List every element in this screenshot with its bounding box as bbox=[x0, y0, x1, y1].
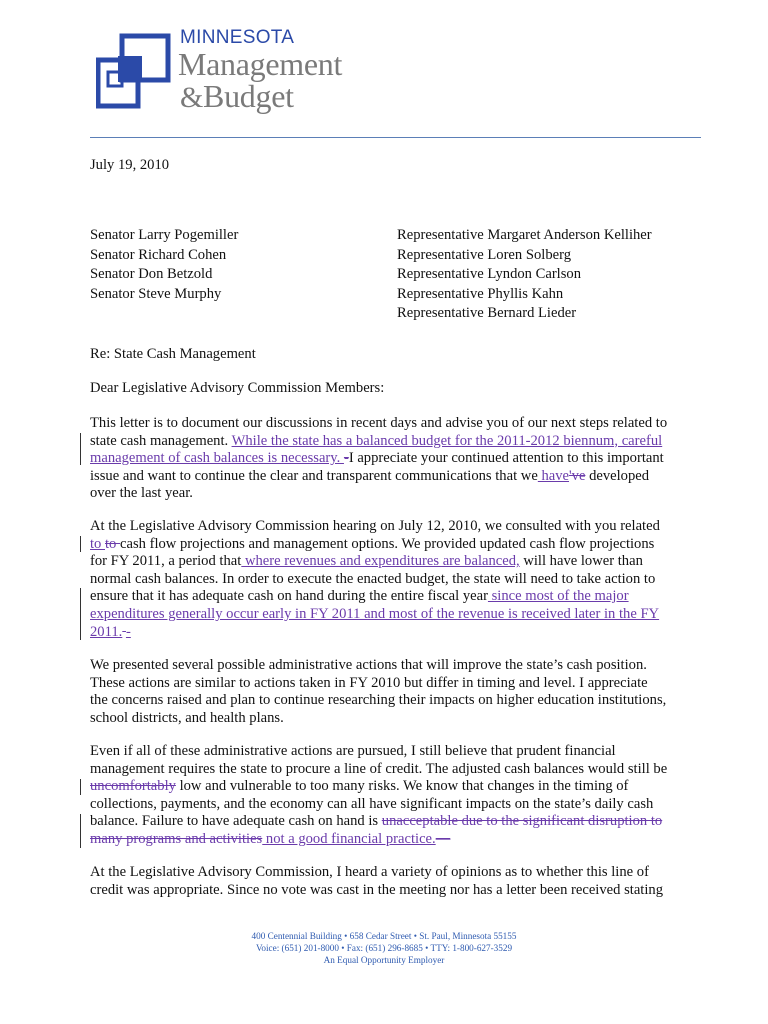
logo-org-line1: MINNESOTA bbox=[180, 27, 295, 48]
tracked-insertion: not a good financial practice. bbox=[262, 830, 436, 847]
footer-eoe: An Equal Opportunity Employer bbox=[323, 955, 445, 965]
recipient: Representative Lyndon Carlson bbox=[397, 266, 582, 283]
recipient: Representative Bernard Lieder bbox=[397, 305, 577, 322]
revision-bar bbox=[80, 779, 81, 795]
recipient: Senator Richard Cohen bbox=[90, 246, 227, 263]
tracked-insertion: since most of the major bbox=[487, 588, 629, 605]
revision-bar bbox=[80, 814, 81, 848]
recipient: Representative Loren Solberg bbox=[397, 246, 571, 263]
revision-bar bbox=[80, 536, 81, 552]
tracked-insertion: management of cash balances is necessary. bbox=[90, 450, 344, 467]
paragraph-4: Even if all of these administrative actions are pursued, I still believe that prudent financial management requires the state to procure a line of credit. The adjusted cash balances would still be uncomfortably low and vulnerable to too many risks. We know that changes in the timing of collections, payments, and the economy can all have significant impacts on the state’s daily cash balance. Failure to have adequate cash on hand is unacceptable due to the significant disruption to many programs and activities not a good financial practice.— bbox=[90, 743, 668, 847]
footer-phones: Voice: (651) 201-8000 • Fax: (651) 296-8685 • TTY: 1-800-627-3529 bbox=[255, 943, 513, 953]
letterhead-divider bbox=[90, 137, 701, 138]
subject-line: Re: State Cash Management bbox=[90, 346, 256, 362]
tracked-insertion: While the state has a balanced budget for the 2011-2012 biennum, careful bbox=[231, 432, 663, 449]
recipients-representatives bbox=[397, 226, 652, 324]
tracked-insertion: 2011. bbox=[90, 623, 123, 640]
paragraph-1: This letter is to document our discussions in recent days and advise you of our next steps related to state cash management. While the state has a balanced budget for the 2011-2012 biennum, careful management of cash balances is necessary. -I appreciate your continued attention to this important issue and want to continue the clear and transparent communications that we have've developed over the last year. bbox=[90, 415, 668, 502]
logo-org-line3: &Budget bbox=[180, 78, 294, 114]
salutation: Dear Legislative Advisory Commission Members: bbox=[90, 380, 385, 396]
tracked-deletion: - bbox=[343, 450, 349, 467]
recipient: Senator Steve Murphy bbox=[90, 285, 222, 302]
tracked-insertion: to bbox=[90, 535, 105, 552]
tracked-deletion: uncomfortably bbox=[90, 778, 176, 795]
recipient: Senator Don Betzold bbox=[90, 266, 213, 283]
paragraph-5: At the Legislative Advisory Commission, I heard a variety of opinions as to whether this line of credit was appropriate. Since no vote was cast in the meeting nor has a letter been received stating bbox=[90, 864, 663, 898]
tracked-deletion: to bbox=[105, 535, 120, 552]
tracked-deletion: unacceptable due to the significant disruption to bbox=[381, 813, 663, 830]
letterhead-footer bbox=[0, 930, 768, 966]
tracked-deletion: 've bbox=[569, 467, 586, 484]
tracked-insertion: have bbox=[537, 467, 570, 484]
recipient: Representative Phyllis Kahn bbox=[397, 285, 564, 302]
paragraph-3: We presented several possible administrative actions that will improve the state’s cash position. These actions are similar to actions taken in FY 2010 but differ in timing and level. I appreciate the concerns raised and plan to continue researching their impacts on higher education institutions, school districts, and health plans. bbox=[90, 657, 667, 726]
revision-bar bbox=[80, 433, 81, 465]
recipient: Senator Larry Pogemiller bbox=[90, 227, 239, 243]
letterhead-logo bbox=[96, 26, 346, 122]
footer-address: 400 Centennial Building • 658 Cedar Street • St. Paul, Minnesota 55155 bbox=[251, 931, 517, 941]
letter-date: July 19, 2010 bbox=[90, 157, 170, 173]
logo-org-line2: Management bbox=[178, 46, 343, 82]
tracked-insertion: where revenues and expenditures are balanced, bbox=[241, 553, 520, 570]
revision-bar bbox=[80, 588, 81, 640]
logo-squares-icon bbox=[96, 30, 176, 114]
recipient: Representative Margaret Anderson Kelliher bbox=[397, 227, 652, 243]
tracked-insertion: expenditures generally occur early in FY 2011 and most of the revenue is received later in the FY bbox=[90, 605, 660, 622]
recipients-senators bbox=[90, 226, 238, 304]
paragraph-2: At the Legislative Advisory Commission hearing on July 12, 2010, we consulted with you related to to cash flow projections and management options. We provided updated cash flow projections for FY 2011, a period that where revenues and expenditures are balanced, will have lower than normal cash balances. In order to execute the enacted budget, the state will need to take action to ensure that it has adequate cash on hand during the entire fiscal year since most of the major expenditures generally occur early in FY 2011 and most of the revenue is received later in the FY 2011. - bbox=[90, 518, 660, 640]
tracked-deletion: many programs and activities bbox=[90, 830, 263, 847]
